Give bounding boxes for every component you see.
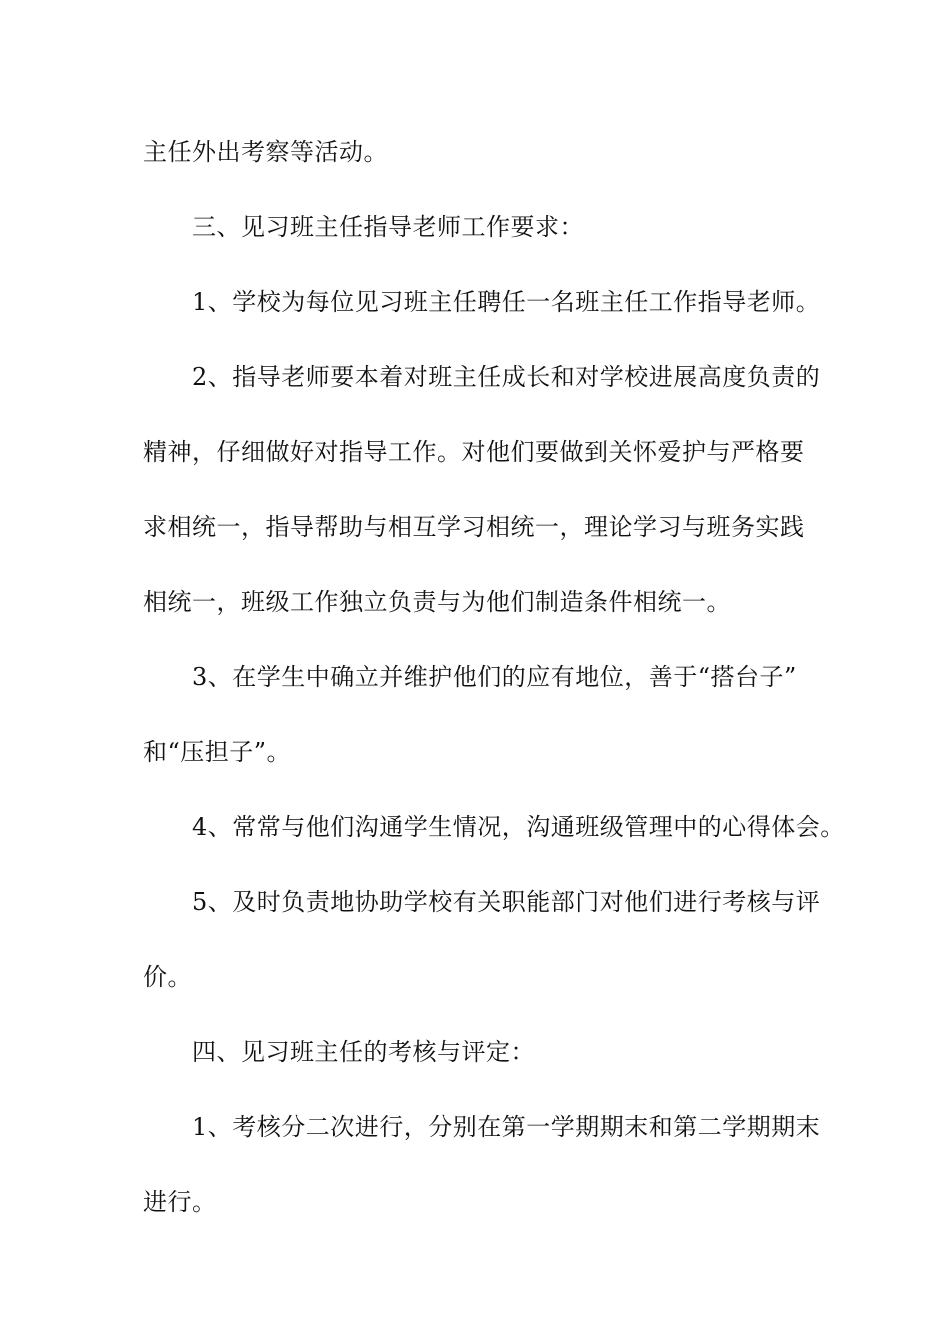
list-item: 3、在学生中确立并维护他们的应有地位，善于“搭台子” — [192, 663, 797, 691]
section-heading: 三、见习班主任指导老师工作要求： — [192, 213, 584, 241]
paragraph-line: 相统一，班级工作独立负责与为他们制造条件相统一。 — [143, 588, 731, 616]
list-item: 1、考核分二次进行，分别在第一学期期末和第二学期期末 — [192, 1113, 821, 1141]
paragraph-line: 进行。 — [143, 1188, 217, 1216]
paragraph-line: 和“压担子”。 — [143, 738, 292, 766]
section-heading: 四、见习班主任的考核与评定： — [192, 1038, 535, 1066]
list-item: 5、及时负责地协助学校有关职能部门对他们进行考核与评 — [192, 888, 821, 916]
paragraph-line: 价。 — [143, 963, 192, 991]
paragraph-line: 主任外出考察等活动。 — [143, 138, 388, 166]
list-item: 4、常常与他们沟通学生情况，沟通班级管理中的心得体会。 — [192, 813, 845, 841]
paragraph-line: 精神，仔细做好对指导工作。对他们要做到关怀爱护与严格要 — [143, 438, 805, 466]
paragraph-line: 求相统一，指导帮助与相互学习相统一，理论学习与班务实践 — [143, 513, 805, 541]
list-item: 2、指导老师要本着对班主任成长和对学校进展高度负责的 — [192, 363, 821, 391]
list-item: 1、学校为每位见习班主任聘任一名班主任工作指导老师。 — [192, 288, 821, 316]
